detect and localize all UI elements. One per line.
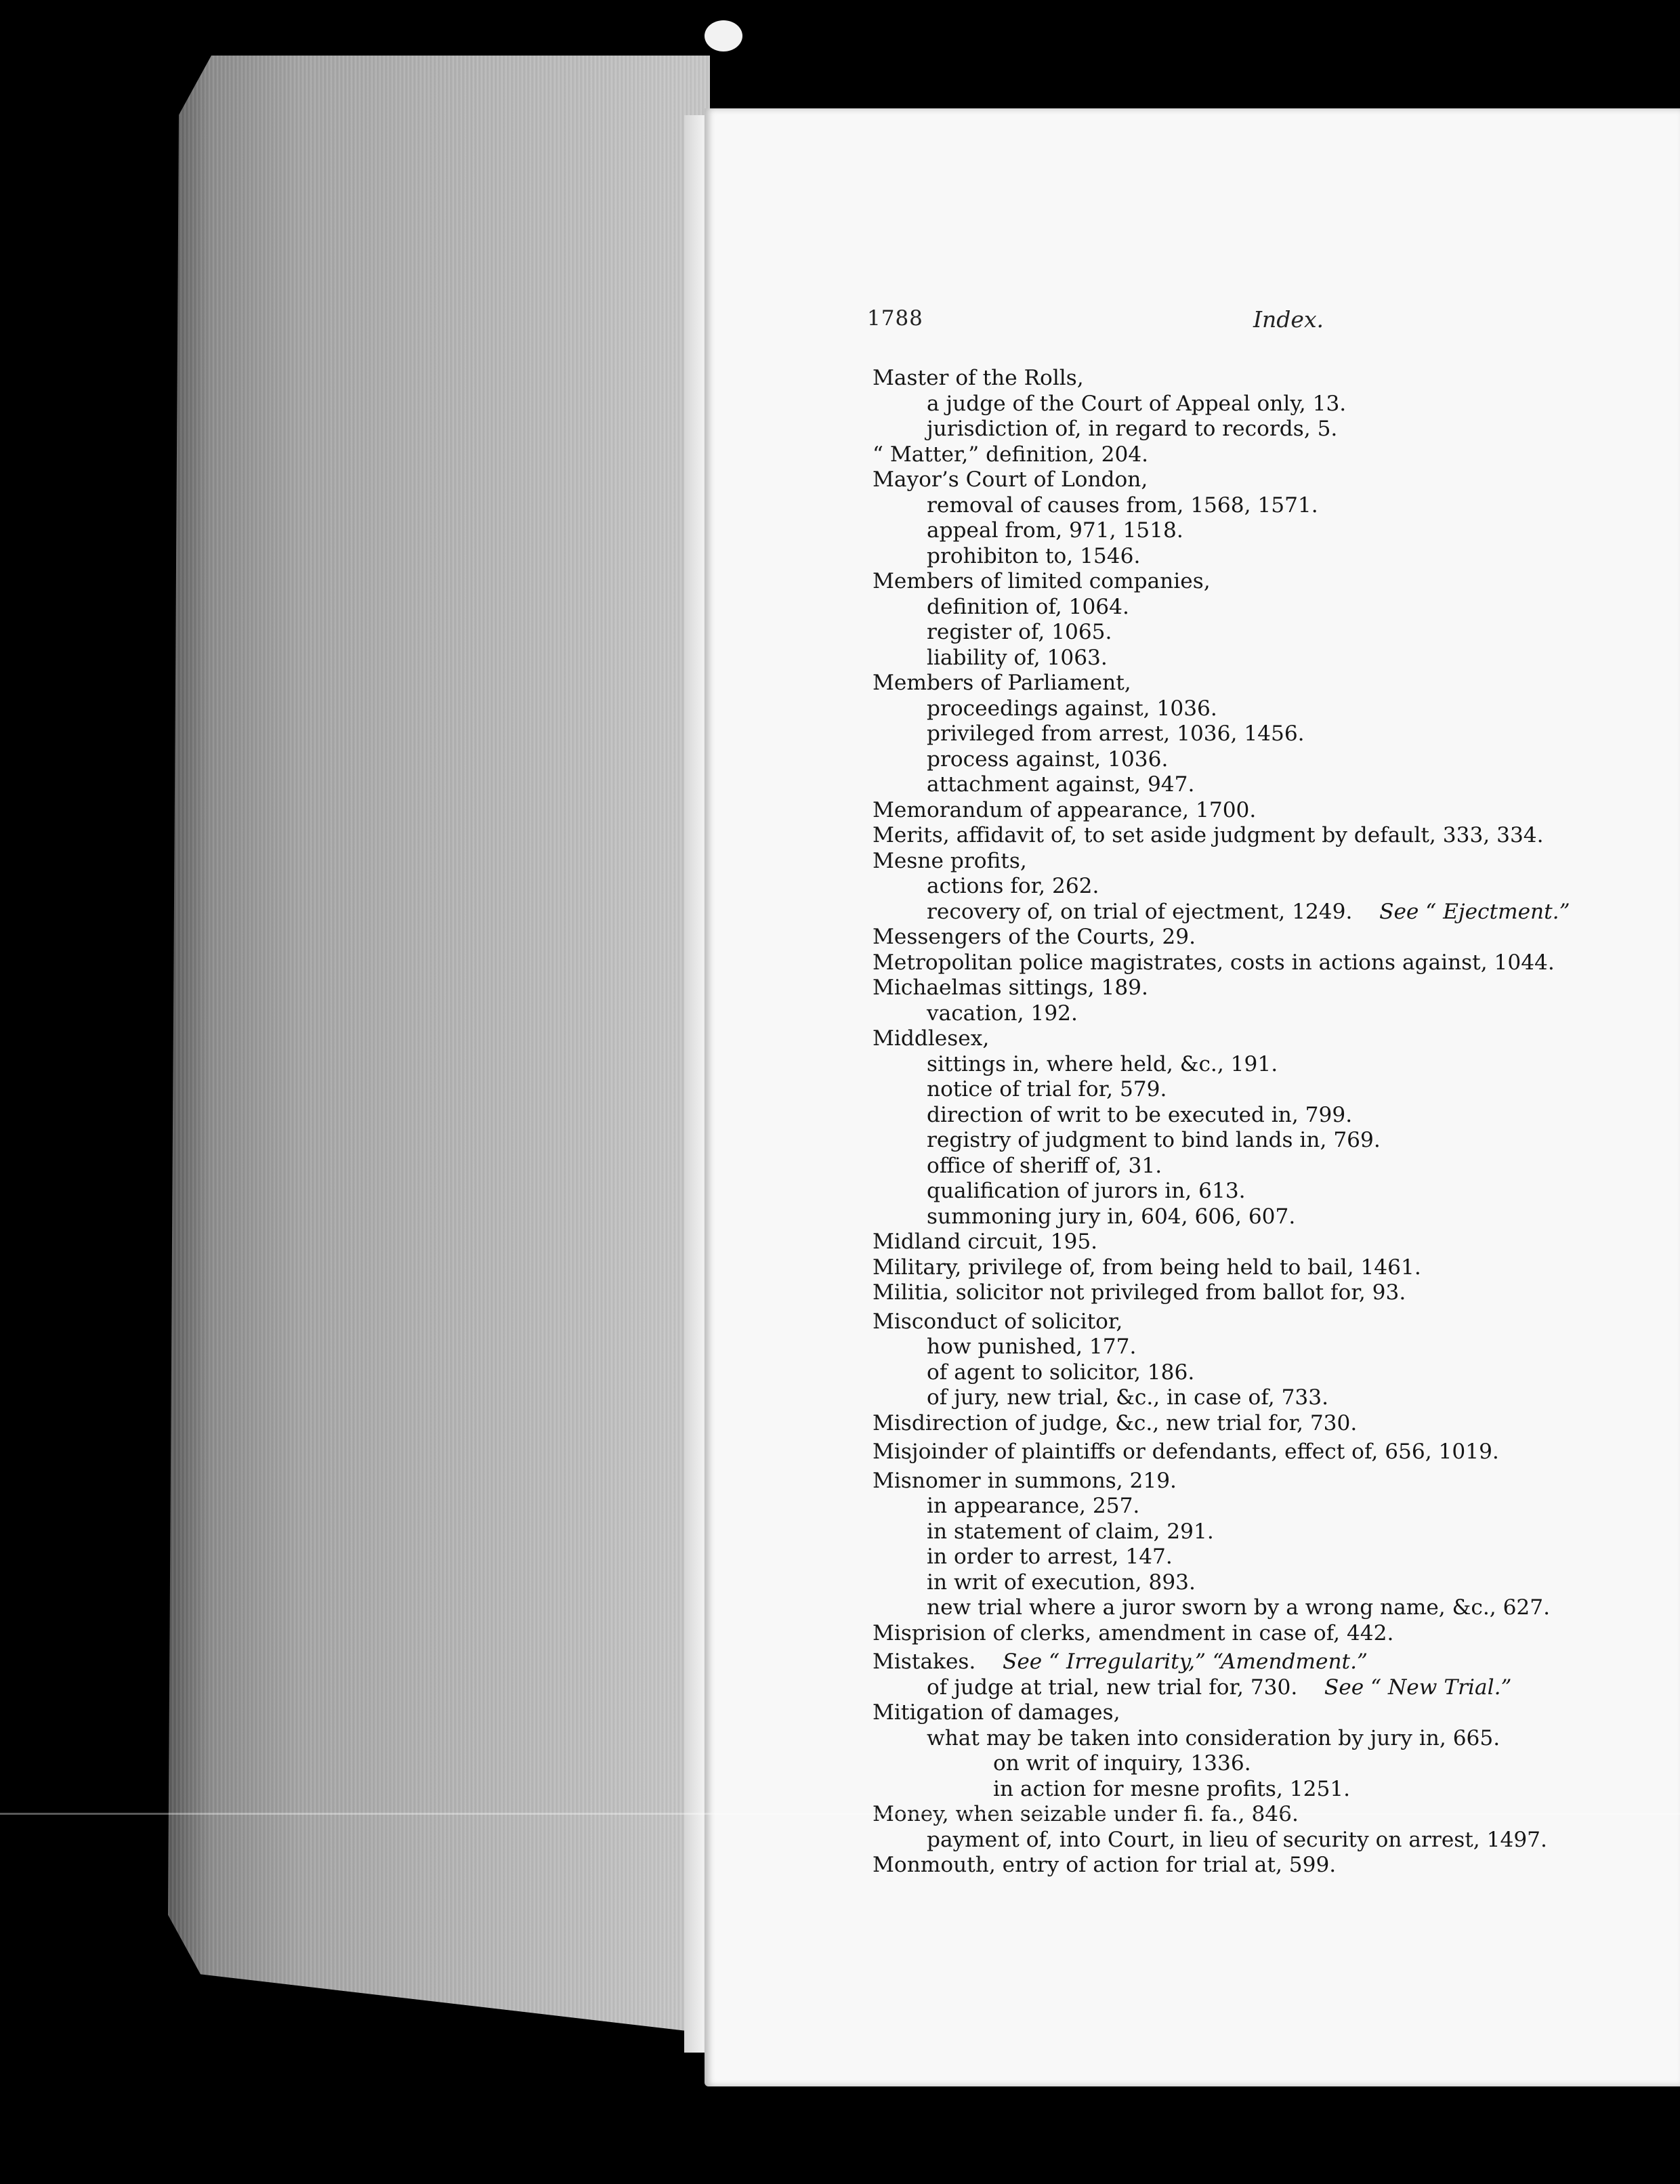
index-entry — [873, 1440, 1672, 1465]
index-subentry — [873, 1751, 1672, 1777]
index-subentry — [873, 1154, 1672, 1179]
index-subentry — [873, 772, 1672, 798]
page-header — [867, 306, 1463, 347]
index-entry — [873, 1026, 1672, 1052]
index-subentry — [873, 1052, 1672, 1078]
index-subentry — [873, 1726, 1672, 1752]
entry-text: Mesne profits, — [873, 848, 1027, 873]
index-subentry — [873, 595, 1672, 621]
index-entry — [873, 1853, 1672, 1878]
index-entry — [873, 569, 1672, 595]
index-subentry — [873, 1595, 1672, 1621]
entry-text: recovery of, on trial of ejectment, 1249. — [927, 899, 1353, 924]
entry-text: Mayor’s Court of London, — [873, 467, 1148, 492]
index-entry — [873, 1469, 1672, 1494]
entry-text: actions for, 262. — [927, 874, 1099, 898]
entry-text: Money, when seizable under fi. fa., 846. — [873, 1802, 1299, 1826]
entry-text: summoning jury in, 604, 606, 607. — [927, 1204, 1296, 1229]
index-subentry — [873, 874, 1672, 900]
running-head: Index. — [1253, 306, 1324, 333]
entry-text: in action for mesne profits, 1251. — [993, 1776, 1351, 1801]
index-subentry — [873, 1077, 1672, 1103]
entry-text: a judge of the Court of Appeal only, 13. — [927, 391, 1347, 416]
index-entry — [873, 1230, 1672, 1255]
entry-text: Memorandum of appearance, 1700. — [873, 797, 1257, 822]
index-entry — [873, 1650, 1672, 1675]
entry-text: in order to arrest, 147. — [927, 1545, 1173, 1569]
entry-text: on writ of inquiry, 1336. — [993, 1751, 1251, 1776]
index-entry — [873, 1255, 1672, 1281]
index-entry — [873, 671, 1672, 696]
index-entries — [873, 366, 1672, 1878]
entry-text: Members of limited companies, — [873, 569, 1211, 593]
entry-text: vacation, 192. — [927, 1001, 1078, 1026]
entry-text: Mitigation of damages, — [873, 1700, 1120, 1725]
entry-text: in statement of claim, 291. — [927, 1519, 1214, 1544]
index-subentry — [873, 1001, 1672, 1027]
index-subentry — [873, 1777, 1672, 1803]
index-subentry — [873, 392, 1672, 417]
index-entry — [873, 1280, 1672, 1306]
index-subentry — [873, 1828, 1672, 1853]
index-entry — [873, 950, 1672, 976]
entry-text: notice of trial for, 579. — [927, 1077, 1167, 1101]
index-subentry — [873, 1335, 1672, 1360]
index-subentry — [873, 1128, 1672, 1154]
entry-text: prohibiton to, 1546. — [927, 543, 1141, 568]
index-subentry — [873, 1360, 1672, 1386]
index-subentry — [873, 696, 1672, 722]
index-subentry — [873, 417, 1672, 442]
index-subentry — [873, 1570, 1672, 1596]
index-subentry — [873, 1545, 1672, 1570]
entry-text: Midland circuit, 195. — [873, 1230, 1098, 1254]
entry-text: Monmouth, entry of action for trial at, 599. — [873, 1853, 1337, 1877]
entry-text: definition of, 1064. — [927, 594, 1129, 619]
index-subentry — [873, 646, 1672, 671]
index-page — [705, 108, 1680, 2086]
entry-text: office of sheriff of, 31. — [927, 1153, 1162, 1178]
entry-text: Misconduct of solicitor, — [873, 1309, 1123, 1334]
index-subentry — [873, 1179, 1672, 1204]
index-entry — [873, 467, 1672, 493]
entry-text: jurisdiction of, in regard to records, 5. — [927, 417, 1338, 441]
index-subentry — [873, 1204, 1672, 1230]
entry-text: new trial where a juror sworn by a wrong name, &c., 627. — [927, 1595, 1551, 1620]
entry-text: direction of writ to be executed in, 799. — [927, 1102, 1353, 1127]
entry-text: Militia, solicitor not privileged from ballot for, 93. — [873, 1280, 1406, 1305]
index-entry — [873, 1309, 1672, 1335]
entry-text: of agent to solicitor, 186. — [927, 1360, 1195, 1385]
entry-text: liability of, 1063. — [927, 645, 1108, 670]
index-entry — [873, 366, 1672, 392]
index-subentry — [873, 493, 1672, 519]
book-page-edges — [168, 56, 710, 2034]
scan-artifact-line — [0, 1813, 1680, 1815]
entry-text: Metropolitan police magistrates, costs in actions against, 1044. — [873, 950, 1555, 975]
entry-text: process against, 1036. — [927, 747, 1169, 772]
index-entry — [873, 849, 1672, 875]
entry-text: of judge at trial, new trial for, 730. — [927, 1675, 1298, 1700]
index-subentry — [873, 1519, 1672, 1545]
entry-text: Military, privilege of, from being held to bail, 1461. — [873, 1255, 1421, 1280]
entry-text: of jury, new trial, &c., in case of, 733. — [927, 1385, 1329, 1410]
entry-text: “ Matter,” definition, 204. — [873, 442, 1149, 467]
index-subentry — [873, 721, 1672, 747]
entry-text: Messengers of the Courts, 29. — [873, 925, 1196, 949]
index-entry — [873, 925, 1672, 950]
entry-text: proceedings against, 1036. — [927, 696, 1217, 721]
index-subentry — [873, 1385, 1672, 1411]
entry-text: Middlesex, — [873, 1026, 990, 1051]
index-subentry — [873, 518, 1672, 544]
index-entry — [873, 1700, 1672, 1726]
entry-text: Misdirection of judge, &c., new trial for, 730. — [873, 1410, 1358, 1435]
entry-text: Misnomer in summons, 219. — [873, 1468, 1177, 1493]
entry-text: Misprision of clerks, amendment in case of, 442. — [873, 1620, 1394, 1645]
entry-text: Mistakes. — [873, 1650, 976, 1674]
entry-text: Master of the Rolls, — [873, 366, 1084, 390]
page-number: 1788 — [867, 306, 923, 331]
index-subentry — [873, 1494, 1672, 1519]
index-entry — [873, 442, 1672, 468]
see-reference: See “ Irregularity,” “Amendment.” — [1002, 1650, 1368, 1674]
entry-text: payment of, into Court, in lieu of security on arrest, 1497. — [927, 1827, 1547, 1852]
index-entry — [873, 1411, 1672, 1437]
entry-text: Misjoinder of plaintiffs or defendants, effect of, 656, 1019. — [873, 1440, 1499, 1464]
index-subentry — [873, 1675, 1672, 1701]
index-entry — [873, 798, 1672, 824]
see-reference: See “ New Trial.” — [1324, 1675, 1512, 1700]
scan-speck — [705, 20, 742, 51]
entry-text: sittings in, where held, &c., 191. — [927, 1051, 1278, 1076]
entry-text: Merits, affidavit of, to set aside judgment by default, 333, 334. — [873, 823, 1544, 847]
see-reference: See “ Ejectment.” — [1379, 899, 1570, 924]
entry-text: removal of causes from, 1568, 1571. — [927, 492, 1318, 518]
entry-text: qualification of jurors in, 613. — [927, 1179, 1246, 1203]
entry-text: how punished, 177. — [927, 1335, 1137, 1359]
entry-text: Michaelmas sittings, 189. — [873, 975, 1148, 1000]
entry-text: in writ of execution, 893. — [927, 1570, 1196, 1595]
index-subentry — [873, 747, 1672, 773]
index-subentry — [873, 1103, 1672, 1129]
entry-text: registry of judgment to bind lands in, 769. — [927, 1128, 1381, 1152]
entry-text: attachment against, 947. — [927, 772, 1195, 797]
index-subentry — [873, 900, 1672, 925]
entry-text: Members of Parliament, — [873, 671, 1131, 695]
index-entry — [873, 975, 1672, 1001]
entry-text: what may be taken into consideration by jury in, 665. — [927, 1725, 1500, 1750]
entry-text: privileged from arrest, 1036, 1456. — [927, 721, 1305, 746]
entry-text: appeal from, 971, 1518. — [927, 518, 1183, 543]
index-subentry — [873, 544, 1672, 570]
entry-text: register of, 1065. — [927, 620, 1112, 644]
index-entry — [873, 823, 1672, 849]
index-entry — [873, 1621, 1672, 1647]
entry-text: in appearance, 257. — [927, 1494, 1140, 1518]
index-subentry — [873, 620, 1672, 646]
